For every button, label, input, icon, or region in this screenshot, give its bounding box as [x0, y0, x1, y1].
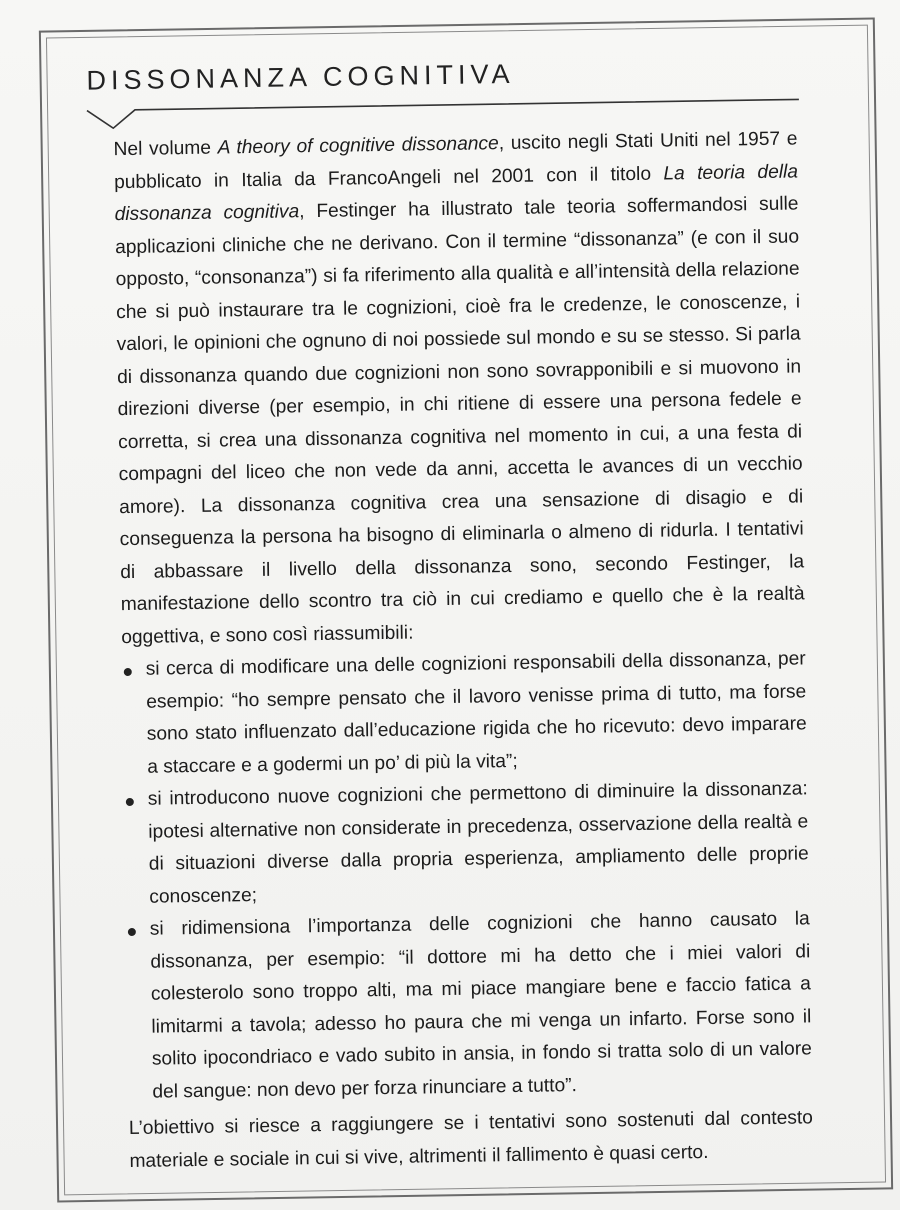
- list-item: si ridimensiona l’importanza delle cognizioni che hanno causato la dissonanza, per esempio: “il dottore mi ha detto che i miei valori di colesterolo sono troppo alti, ma mi piace mangiare bene e faccio fatica a limitarmi a tavola; adesso ho paura che mi venga un infarto. Forse sono il solito ipocondriaco e vado subito in ansia, in fondo si tratta solo di un valore del sangue: non devo per forza rinunciare a tutto”.: [126, 903, 813, 1109]
- closing-paragraph: L’obiettivo si riesce a raggiungere se i tentativi sono sostenuti dal contesto materiale e sociale in cui si vive, altrimenti il fallimento è quasi certo.: [128, 1107, 814, 1172]
- list-item: si introducono nuove cognizioni che permettono di diminuire la dissonanza: ipotesi alternative non considerate in precedenza, osservazione della realtà e di situazioni diverse dalla propria esperienza, ampliamento delle proprie conoscenze;: [124, 773, 810, 914]
- box-title: DISSONANZA COGNITIVA: [86, 58, 515, 96]
- book-title: A theory of cognitive dissonance: [217, 133, 499, 159]
- italian-title: La teoria della dissonanza cognitiva: [114, 160, 799, 226]
- bullet-icon: [128, 928, 136, 936]
- bullet-icon: [126, 798, 134, 806]
- list-item: si cerca di modificare una delle cognizioni responsabili della dissonanza, per esempio: “ho sempre pensato che il lavoro venisse prima di tutto, ma forse sono stato influenzato dall’educazione rigida che ho ricevuto: devo imparare a staccare e a godermi un po’ di più la vita”;: [122, 643, 808, 784]
- bullet-icon: [124, 668, 132, 676]
- intro-paragraph: Nel volume A theory of cognitive dissonance, uscito negli Stati Uniti nel 1957 e pubblicato in Italia da FrancoAngeli nel 2001 con il titolo La teoria della dissonanza cognitiva, Festinger ha illustrato tale teoria soffermandosi sulle applicazioni cliniche che ne derivano. Con il termine “dissonanza” (e con il suo opposto, “consonanza”) si fa riferimento alla qualità e all’intensità della relazione che si può instaurare tra le cognizioni, cioè fra le credenze, le conoscenze, i valori, le opinioni che ognuno di noi possiede sul mondo e su se stesso. Si parla di dissonanza quando due cognizioni non sono sovrapponibili e si muovono in direzioni diverse (per esempio, in chi ritiene di essere una persona fedele e corretta, si crea una dissonanza cognitiva nel momento in cui, a una festa di compagni del liceo che non vede da anni, accetta le avances di un vecchio amore). La dissonanza cognitiva crea una sensazione di disagio e di conseguenza la persona ha bisogno di eliminarla o almeno di ridurla. I tentativi di abbassare il livello della dissonanza sono, secondo Festinger, la manifestazione dello scontro tra ciò in cui crediamo e quello che è la realtà oggettiva, e sono così riassumibili:: [113, 128, 805, 648]
- strategy-list: [92, 643, 819, 1109]
- box-content: [82, 40, 820, 1178]
